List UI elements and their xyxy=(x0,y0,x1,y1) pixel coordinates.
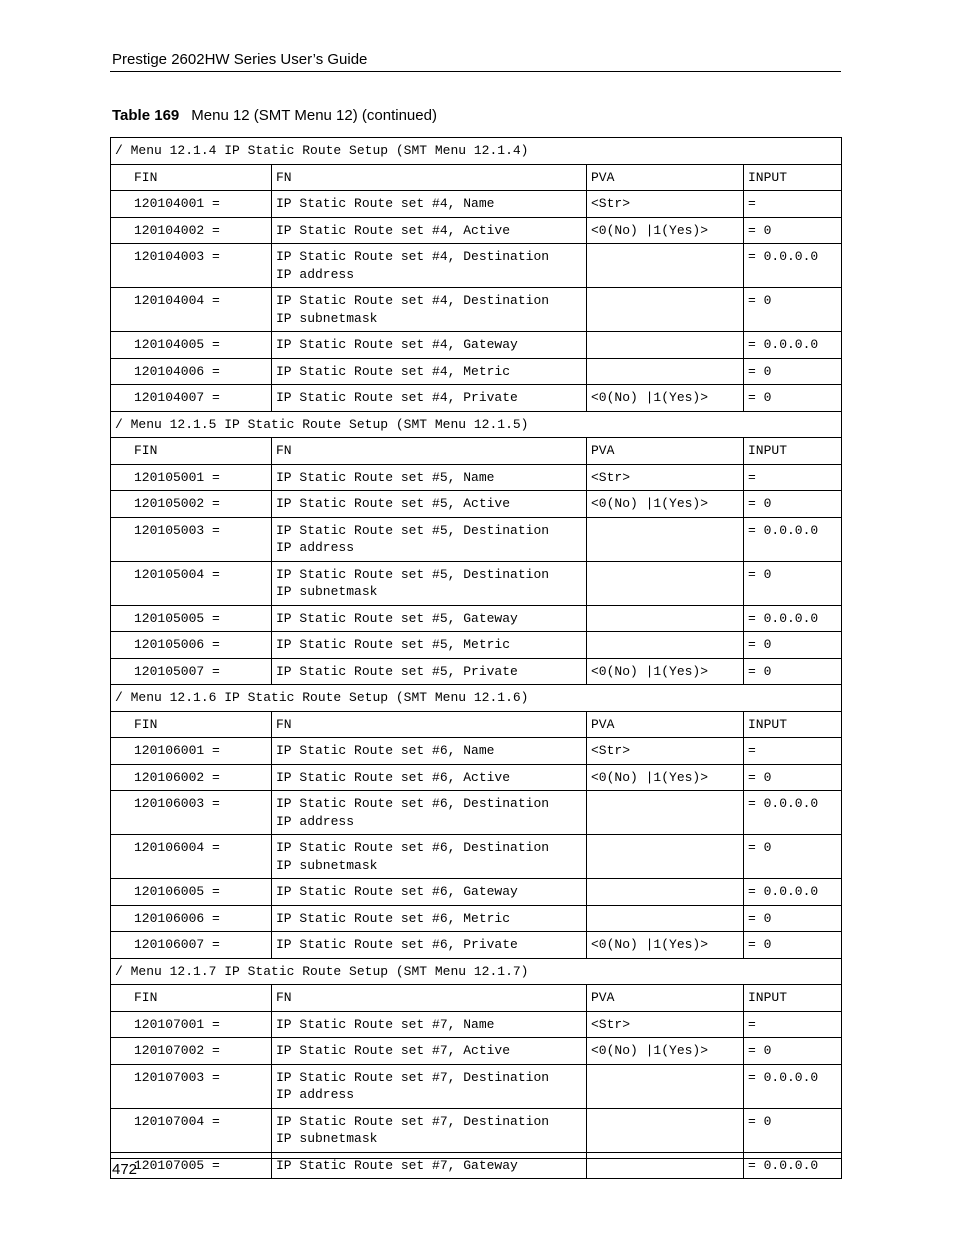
cell-fin: 120107003 = xyxy=(111,1064,272,1108)
cell-pva xyxy=(587,288,744,332)
cell-pva xyxy=(587,905,744,932)
table-row xyxy=(111,764,842,791)
table-row xyxy=(111,191,842,218)
cell-input: = 0 xyxy=(744,764,842,791)
cell-fn: IP Static Route set #7, Destination IP subnetmask xyxy=(272,1108,587,1152)
table-row xyxy=(111,1108,842,1152)
table-caption xyxy=(112,107,437,124)
cell-fn: IP Static Route set #5, Name xyxy=(272,464,587,491)
cell-fn: IP Static Route set #4, Destination IP subnetmask xyxy=(272,288,587,332)
cell-input: = 0 xyxy=(744,288,842,332)
cell-input: = 0.0.0.0 xyxy=(744,791,842,835)
table-row xyxy=(111,905,842,932)
cell-fin: 120106006 = xyxy=(111,905,272,932)
column-header-row xyxy=(111,438,842,465)
cell-pva xyxy=(587,517,744,561)
column-header-fn: FN xyxy=(272,438,587,465)
cell-input: = 0.0.0.0 xyxy=(744,879,842,906)
page-header-title: Prestige 2602HW Series User’s Guide xyxy=(112,51,368,68)
table-caption-label: Table 169 xyxy=(112,107,180,124)
cell-pva xyxy=(587,791,744,835)
cell-fn: IP Static Route set #4, Gateway xyxy=(272,332,587,359)
cell-fin: 120105002 = xyxy=(111,491,272,518)
cell-fin: 120107002 = xyxy=(111,1038,272,1065)
cell-fn: IP Static Route set #6, Private xyxy=(272,932,587,959)
cell-fin: 120106005 = xyxy=(111,879,272,906)
column-header-pva: PVA xyxy=(587,711,744,738)
cell-fin: 120106001 = xyxy=(111,738,272,765)
cell-fn: IP Static Route set #7, Name xyxy=(272,1011,587,1038)
header-divider xyxy=(110,71,841,72)
cell-fn: IP Static Route set #5, Gateway xyxy=(272,605,587,632)
cell-pva: <0(No) |1(Yes)> xyxy=(587,217,744,244)
table-row xyxy=(111,791,842,835)
table-row xyxy=(111,358,842,385)
cell-fn: IP Static Route set #6, Active xyxy=(272,764,587,791)
cell-input: = 0.0.0.0 xyxy=(744,1152,842,1179)
column-header-fin: FIN xyxy=(111,438,272,465)
cell-pva: <0(No) |1(Yes)> xyxy=(587,658,744,685)
cell-fn: IP Static Route set #7, Gateway xyxy=(272,1152,587,1179)
cell-fn: IP Static Route set #4, Destination IP address xyxy=(272,244,587,288)
cell-fin: 120104007 = xyxy=(111,385,272,412)
table-row xyxy=(111,835,842,879)
cell-pva xyxy=(587,1152,744,1179)
cell-input: = 0 xyxy=(744,561,842,605)
table-row xyxy=(111,332,842,359)
cell-pva xyxy=(587,561,744,605)
cell-input: = 0 xyxy=(744,358,842,385)
table-row xyxy=(111,632,842,659)
table-row xyxy=(111,561,842,605)
section-title-row xyxy=(111,411,842,438)
cell-fin: 120104006 = xyxy=(111,358,272,385)
cell-fn: IP Static Route set #5, Destination IP address xyxy=(272,517,587,561)
cell-fin: 120104004 = xyxy=(111,288,272,332)
table-row xyxy=(111,1064,842,1108)
cell-pva: <0(No) |1(Yes)> xyxy=(587,491,744,518)
page-number: 472 xyxy=(112,1161,138,1178)
cell-fin: 120107004 = xyxy=(111,1108,272,1152)
table-row xyxy=(111,1038,842,1065)
column-header-fn: FN xyxy=(272,164,587,191)
column-header-fin: FIN xyxy=(111,164,272,191)
table-row xyxy=(111,1152,842,1179)
cell-pva: <0(No) |1(Yes)> xyxy=(587,932,744,959)
cell-fin: 120106007 = xyxy=(111,932,272,959)
cell-pva xyxy=(587,244,744,288)
section-title-row xyxy=(111,958,842,985)
column-header-pva: PVA xyxy=(587,985,744,1012)
cell-pva: <Str> xyxy=(587,1011,744,1038)
cell-fin: 120107005 = xyxy=(111,1152,272,1179)
table-row xyxy=(111,605,842,632)
table-row xyxy=(111,288,842,332)
cell-pva xyxy=(587,879,744,906)
column-header-pva: PVA xyxy=(587,438,744,465)
column-header-fin: FIN xyxy=(111,985,272,1012)
column-header-row xyxy=(111,164,842,191)
table-row xyxy=(111,932,842,959)
column-header-pva: PVA xyxy=(587,164,744,191)
cell-fin: 120105005 = xyxy=(111,605,272,632)
cell-fin: 120105004 = xyxy=(111,561,272,605)
cell-input: = 0 xyxy=(744,932,842,959)
cell-fin: 120104002 = xyxy=(111,217,272,244)
cell-fin: 120105007 = xyxy=(111,658,272,685)
column-header-fn: FN xyxy=(272,711,587,738)
cell-input: = 0 xyxy=(744,632,842,659)
cell-pva xyxy=(587,632,744,659)
section-title: / Menu 12.1.5 IP Static Route Setup (SMT Menu 12.1.5) xyxy=(111,411,842,438)
cell-fn: IP Static Route set #4, Name xyxy=(272,191,587,218)
column-header-input: INPUT xyxy=(744,438,842,465)
column-header-input: INPUT xyxy=(744,164,842,191)
column-header-fn: FN xyxy=(272,985,587,1012)
cell-fin: 120105003 = xyxy=(111,517,272,561)
cell-input: = 0 xyxy=(744,1108,842,1152)
cell-input: = 0.0.0.0 xyxy=(744,605,842,632)
cell-pva: <Str> xyxy=(587,191,744,218)
column-header-fin: FIN xyxy=(111,711,272,738)
cell-fn: IP Static Route set #7, Active xyxy=(272,1038,587,1065)
cell-fin: 120106003 = xyxy=(111,791,272,835)
cell-fn: IP Static Route set #4, Active xyxy=(272,217,587,244)
cell-pva xyxy=(587,605,744,632)
cell-fn: IP Static Route set #6, Destination IP subnetmask xyxy=(272,835,587,879)
cell-input: = 0.0.0.0 xyxy=(744,332,842,359)
cell-fin: 120104003 = xyxy=(111,244,272,288)
cell-input: = 0 xyxy=(744,491,842,518)
cell-input: = 0 xyxy=(744,1038,842,1065)
cell-fn: IP Static Route set #6, Metric xyxy=(272,905,587,932)
cell-input: = 0 xyxy=(744,385,842,412)
cell-fn: IP Static Route set #5, Metric xyxy=(272,632,587,659)
cell-input: = 0.0.0.0 xyxy=(744,517,842,561)
cell-fn: IP Static Route set #4, Metric xyxy=(272,358,587,385)
cell-input: = 0 xyxy=(744,658,842,685)
cell-fin: 120104001 = xyxy=(111,191,272,218)
cell-fn: IP Static Route set #6, Name xyxy=(272,738,587,765)
column-header-input: INPUT xyxy=(744,985,842,1012)
table-row xyxy=(111,217,842,244)
section-title: / Menu 12.1.6 IP Static Route Setup (SMT Menu 12.1.6) xyxy=(111,685,842,712)
cell-input: = xyxy=(744,464,842,491)
cell-fn: IP Static Route set #6, Destination IP address xyxy=(272,791,587,835)
smt-menu-table xyxy=(110,137,842,1179)
cell-fn: IP Static Route set #4, Private xyxy=(272,385,587,412)
table-body xyxy=(111,138,842,1179)
cell-pva: <0(No) |1(Yes)> xyxy=(587,1038,744,1065)
cell-pva: <0(No) |1(Yes)> xyxy=(587,385,744,412)
section-title-row xyxy=(111,138,842,165)
cell-input: = xyxy=(744,191,842,218)
cell-fn: IP Static Route set #5, Destination IP subnetmask xyxy=(272,561,587,605)
table-row xyxy=(111,738,842,765)
cell-fin: 120105006 = xyxy=(111,632,272,659)
cell-pva xyxy=(587,358,744,385)
cell-fin: 120104005 = xyxy=(111,332,272,359)
column-header-input: INPUT xyxy=(744,711,842,738)
cell-fn: IP Static Route set #6, Gateway xyxy=(272,879,587,906)
cell-pva: <0(No) |1(Yes)> xyxy=(587,764,744,791)
table-caption-text: Menu 12 (SMT Menu 12) (continued) xyxy=(191,107,437,124)
cell-fin: 120107001 = xyxy=(111,1011,272,1038)
table-row xyxy=(111,491,842,518)
cell-fn: IP Static Route set #5, Private xyxy=(272,658,587,685)
cell-input: = 0 xyxy=(744,905,842,932)
cell-fn: IP Static Route set #7, Destination IP address xyxy=(272,1064,587,1108)
table-row xyxy=(111,1011,842,1038)
cell-pva: <Str> xyxy=(587,738,744,765)
table-row xyxy=(111,244,842,288)
section-title: / Menu 12.1.7 IP Static Route Setup (SMT Menu 12.1.7) xyxy=(111,958,842,985)
cell-fn: IP Static Route set #5, Active xyxy=(272,491,587,518)
cell-input: = 0 xyxy=(744,217,842,244)
table-row xyxy=(111,464,842,491)
cell-pva xyxy=(587,1108,744,1152)
cell-fin: 120106002 = xyxy=(111,764,272,791)
cell-pva: <Str> xyxy=(587,464,744,491)
cell-pva xyxy=(587,332,744,359)
cell-fin: 120106004 = xyxy=(111,835,272,879)
cell-input: = 0.0.0.0 xyxy=(744,244,842,288)
cell-input: = 0.0.0.0 xyxy=(744,1064,842,1108)
column-header-row xyxy=(111,711,842,738)
cell-input: = xyxy=(744,1011,842,1038)
section-title-row xyxy=(111,685,842,712)
footer-divider xyxy=(110,1158,841,1159)
table-row xyxy=(111,658,842,685)
cell-fin: 120105001 = xyxy=(111,464,272,491)
section-title: / Menu 12.1.4 IP Static Route Setup (SMT Menu 12.1.4) xyxy=(111,138,842,165)
cell-pva xyxy=(587,1064,744,1108)
table-row xyxy=(111,879,842,906)
cell-input: = 0 xyxy=(744,835,842,879)
cell-input: = xyxy=(744,738,842,765)
table-row xyxy=(111,385,842,412)
table-row xyxy=(111,517,842,561)
cell-pva xyxy=(587,835,744,879)
column-header-row xyxy=(111,985,842,1012)
